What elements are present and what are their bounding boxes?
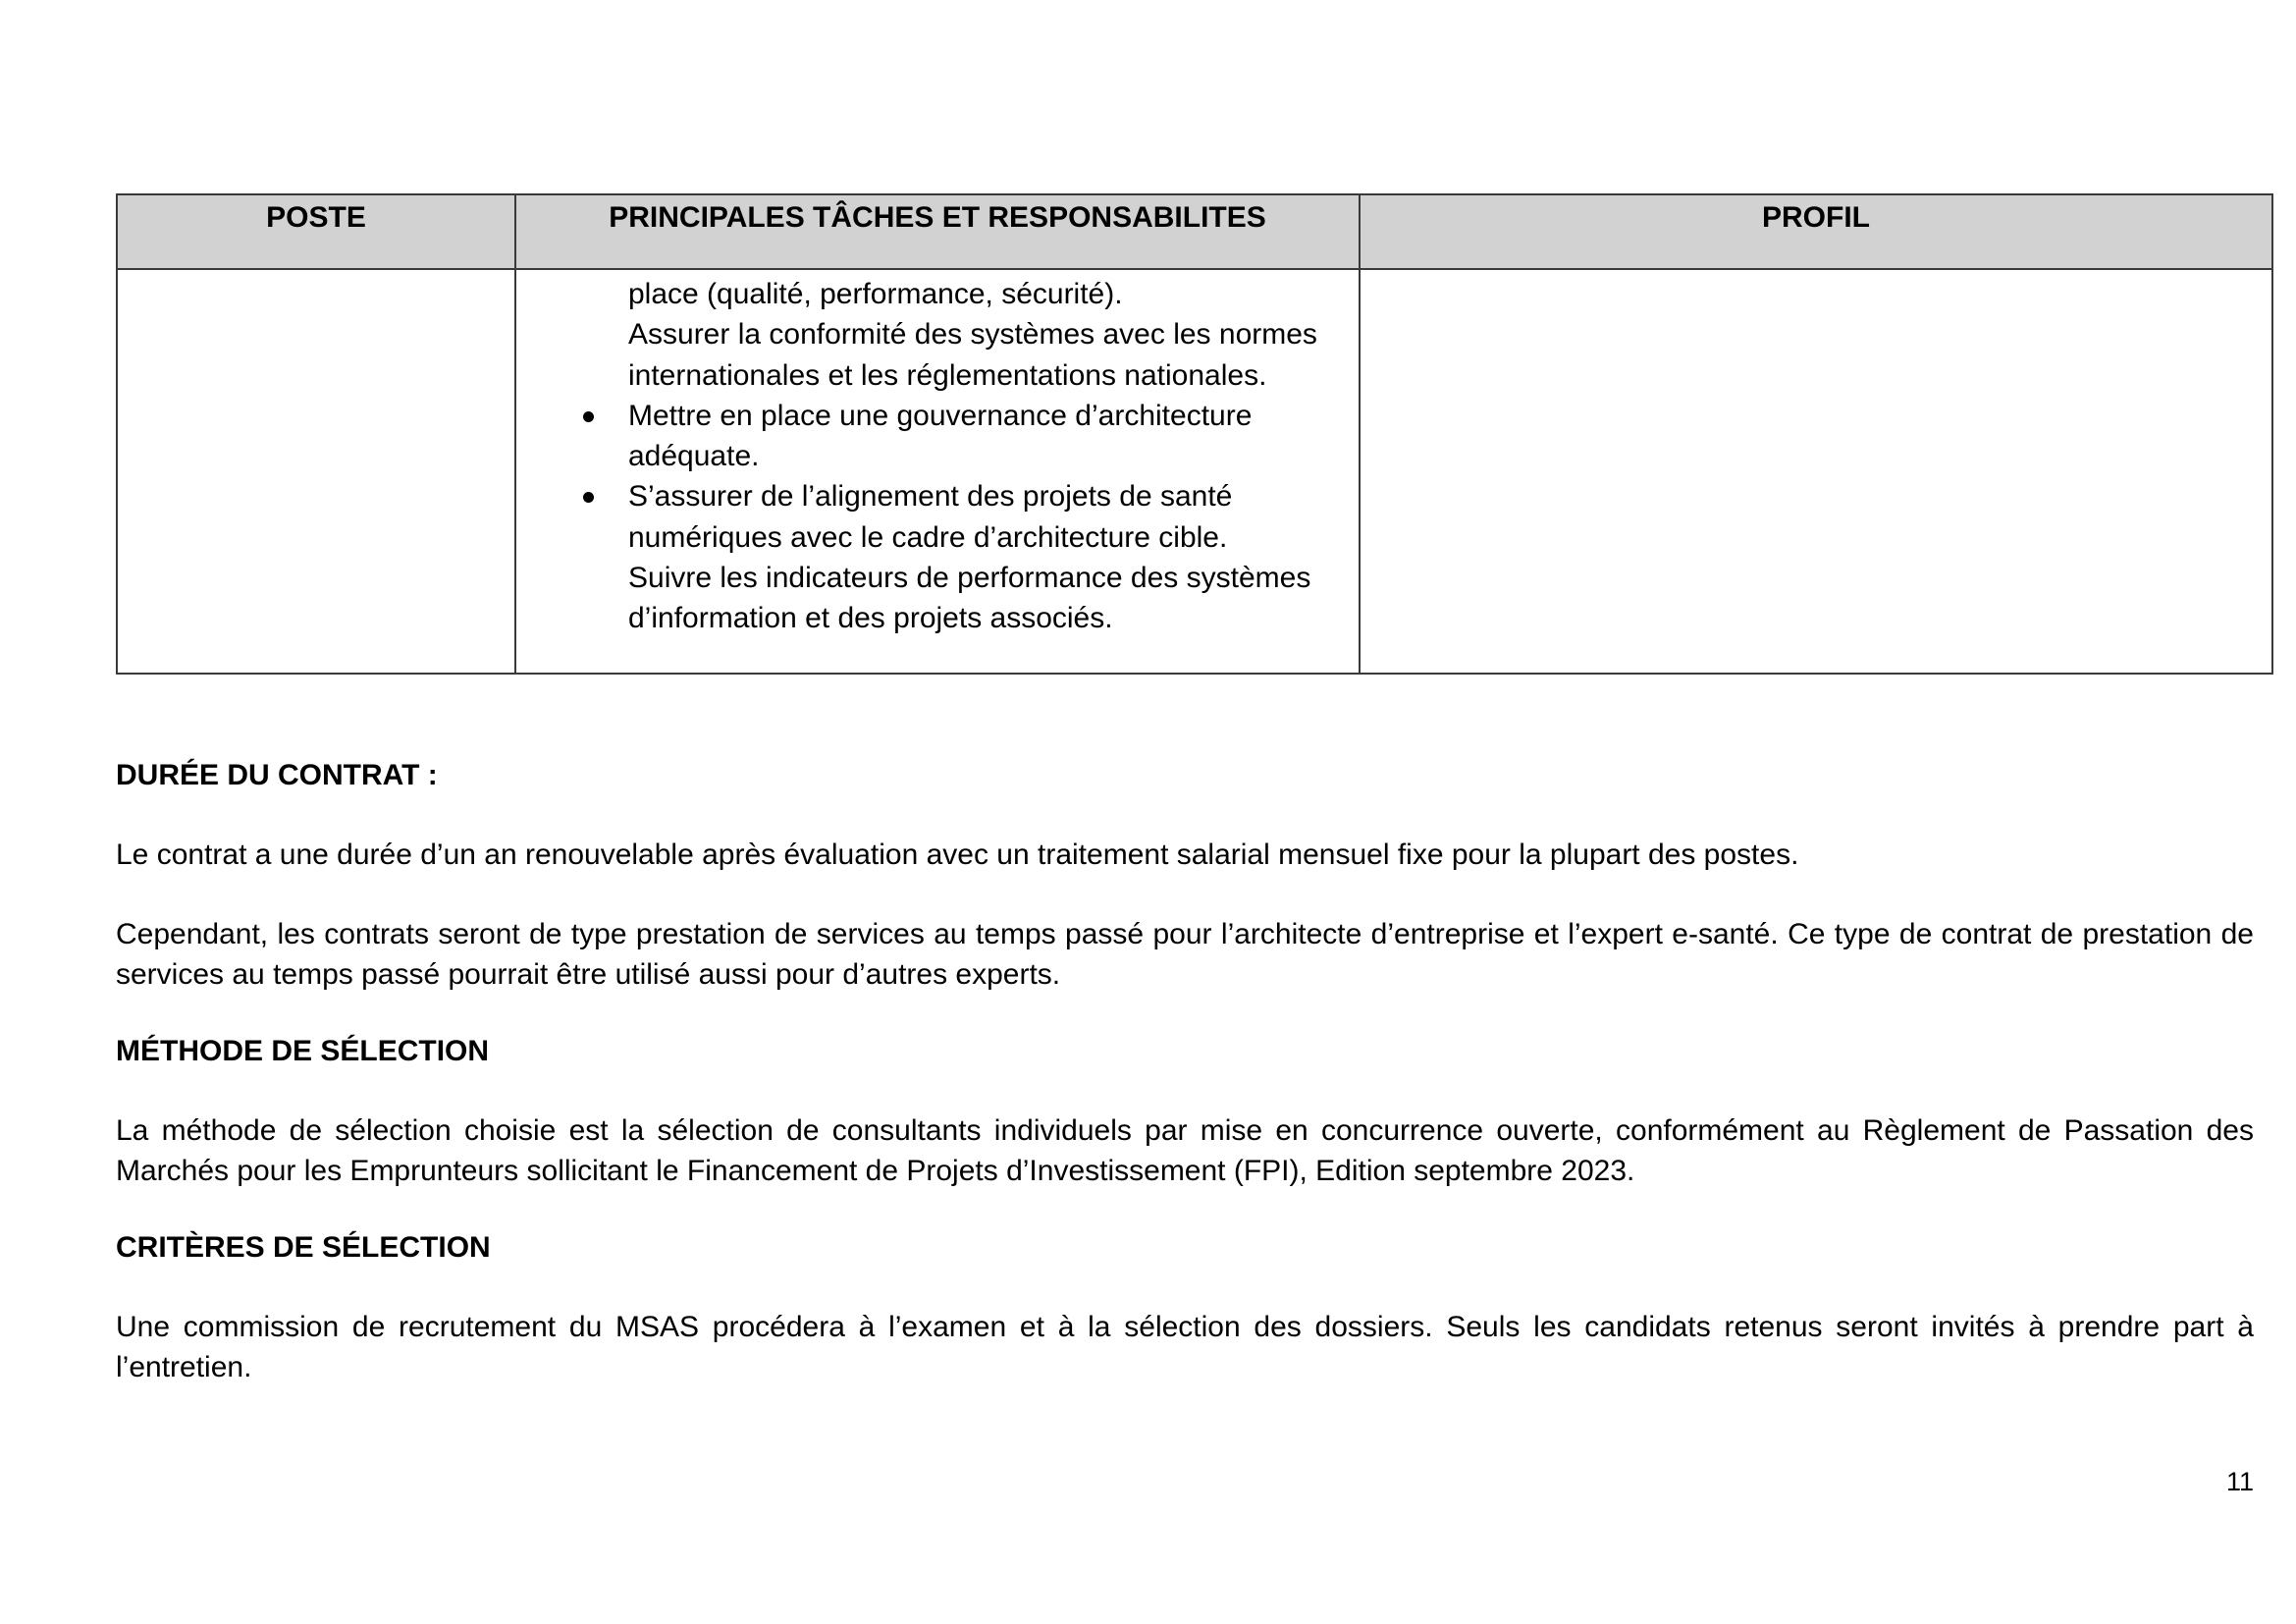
tasks-line: Assurer la conformité des systèmes avec les normes (628, 318, 1317, 352)
cell-taches (515, 269, 1360, 674)
header-taches: PRINCIPALES TÂCHES ET RESPONSABILITES (515, 194, 1360, 269)
job-table (116, 193, 2273, 675)
paragraph-duree-2: Cependant, les contrats seront de type prestation de services au temps passé pour l’architecte d’entreprise et l’expert e-santé. Ce type de contrat de prestation de services au temps passé pourrait être utilisé aussi pour d’autres experts. (116, 918, 2254, 991)
heading-methode-selection: MÉTHODE DE SÉLECTION (116, 1035, 490, 1067)
tasks-list (516, 270, 1359, 639)
heading-criteres-selection: CRITÈRES DE SÉLECTION (116, 1231, 491, 1264)
cell-poste (117, 269, 515, 674)
cell-profil (1360, 269, 2272, 674)
table-row (117, 269, 2272, 674)
tasks-line: adéquate. (628, 440, 760, 473)
header-profil: PROFIL (1360, 194, 2272, 269)
tasks-bullet-item: Mettre en place une gouvernance d’architecture (516, 396, 1359, 436)
tasks-line: d’information et des projets associés. (628, 602, 1113, 635)
header-poste: POSTE (117, 194, 515, 269)
paragraph-criteres: Une commission de recrutement du MSAS procédera à l’examen et à la sélection des dossiers. Seuls les candidats retenus seront invités à prendre part à l’entretien. (116, 1311, 2254, 1383)
tasks-line: place (qualité, performance, sécurité). (628, 278, 1123, 310)
page-number: 11 (2225, 1467, 2254, 1496)
heading-duree-contrat: DURÉE DU CONTRAT : (116, 759, 438, 791)
tasks-bullet-item: S’assurer de l’alignement des projets de santé (516, 476, 1359, 516)
tasks-line: internationales et les réglementations nationales. (628, 358, 1267, 392)
tasks-line: Suivre les indicateurs de performance des systèmes (628, 562, 1311, 595)
tasks-line: numériques avec le cadre d’architecture cible. (628, 520, 1228, 554)
paragraph-duree-1: Le contrat a une durée d’un an renouvelable après évaluation avec un traitement salarial mensuel fixe pour la plupart des postes. (116, 839, 1799, 871)
table-header-row (117, 194, 2272, 269)
paragraph-methode: La méthode de sélection choisie est la sélection de consultants individuels par mise en concurrence ouverte, conformément au Règlement de Passation des Marchés pour les Emprunteurs sollicitant le Financement de Projets d’Investissement (FPI), Edition septembre 2023. (116, 1114, 2254, 1187)
